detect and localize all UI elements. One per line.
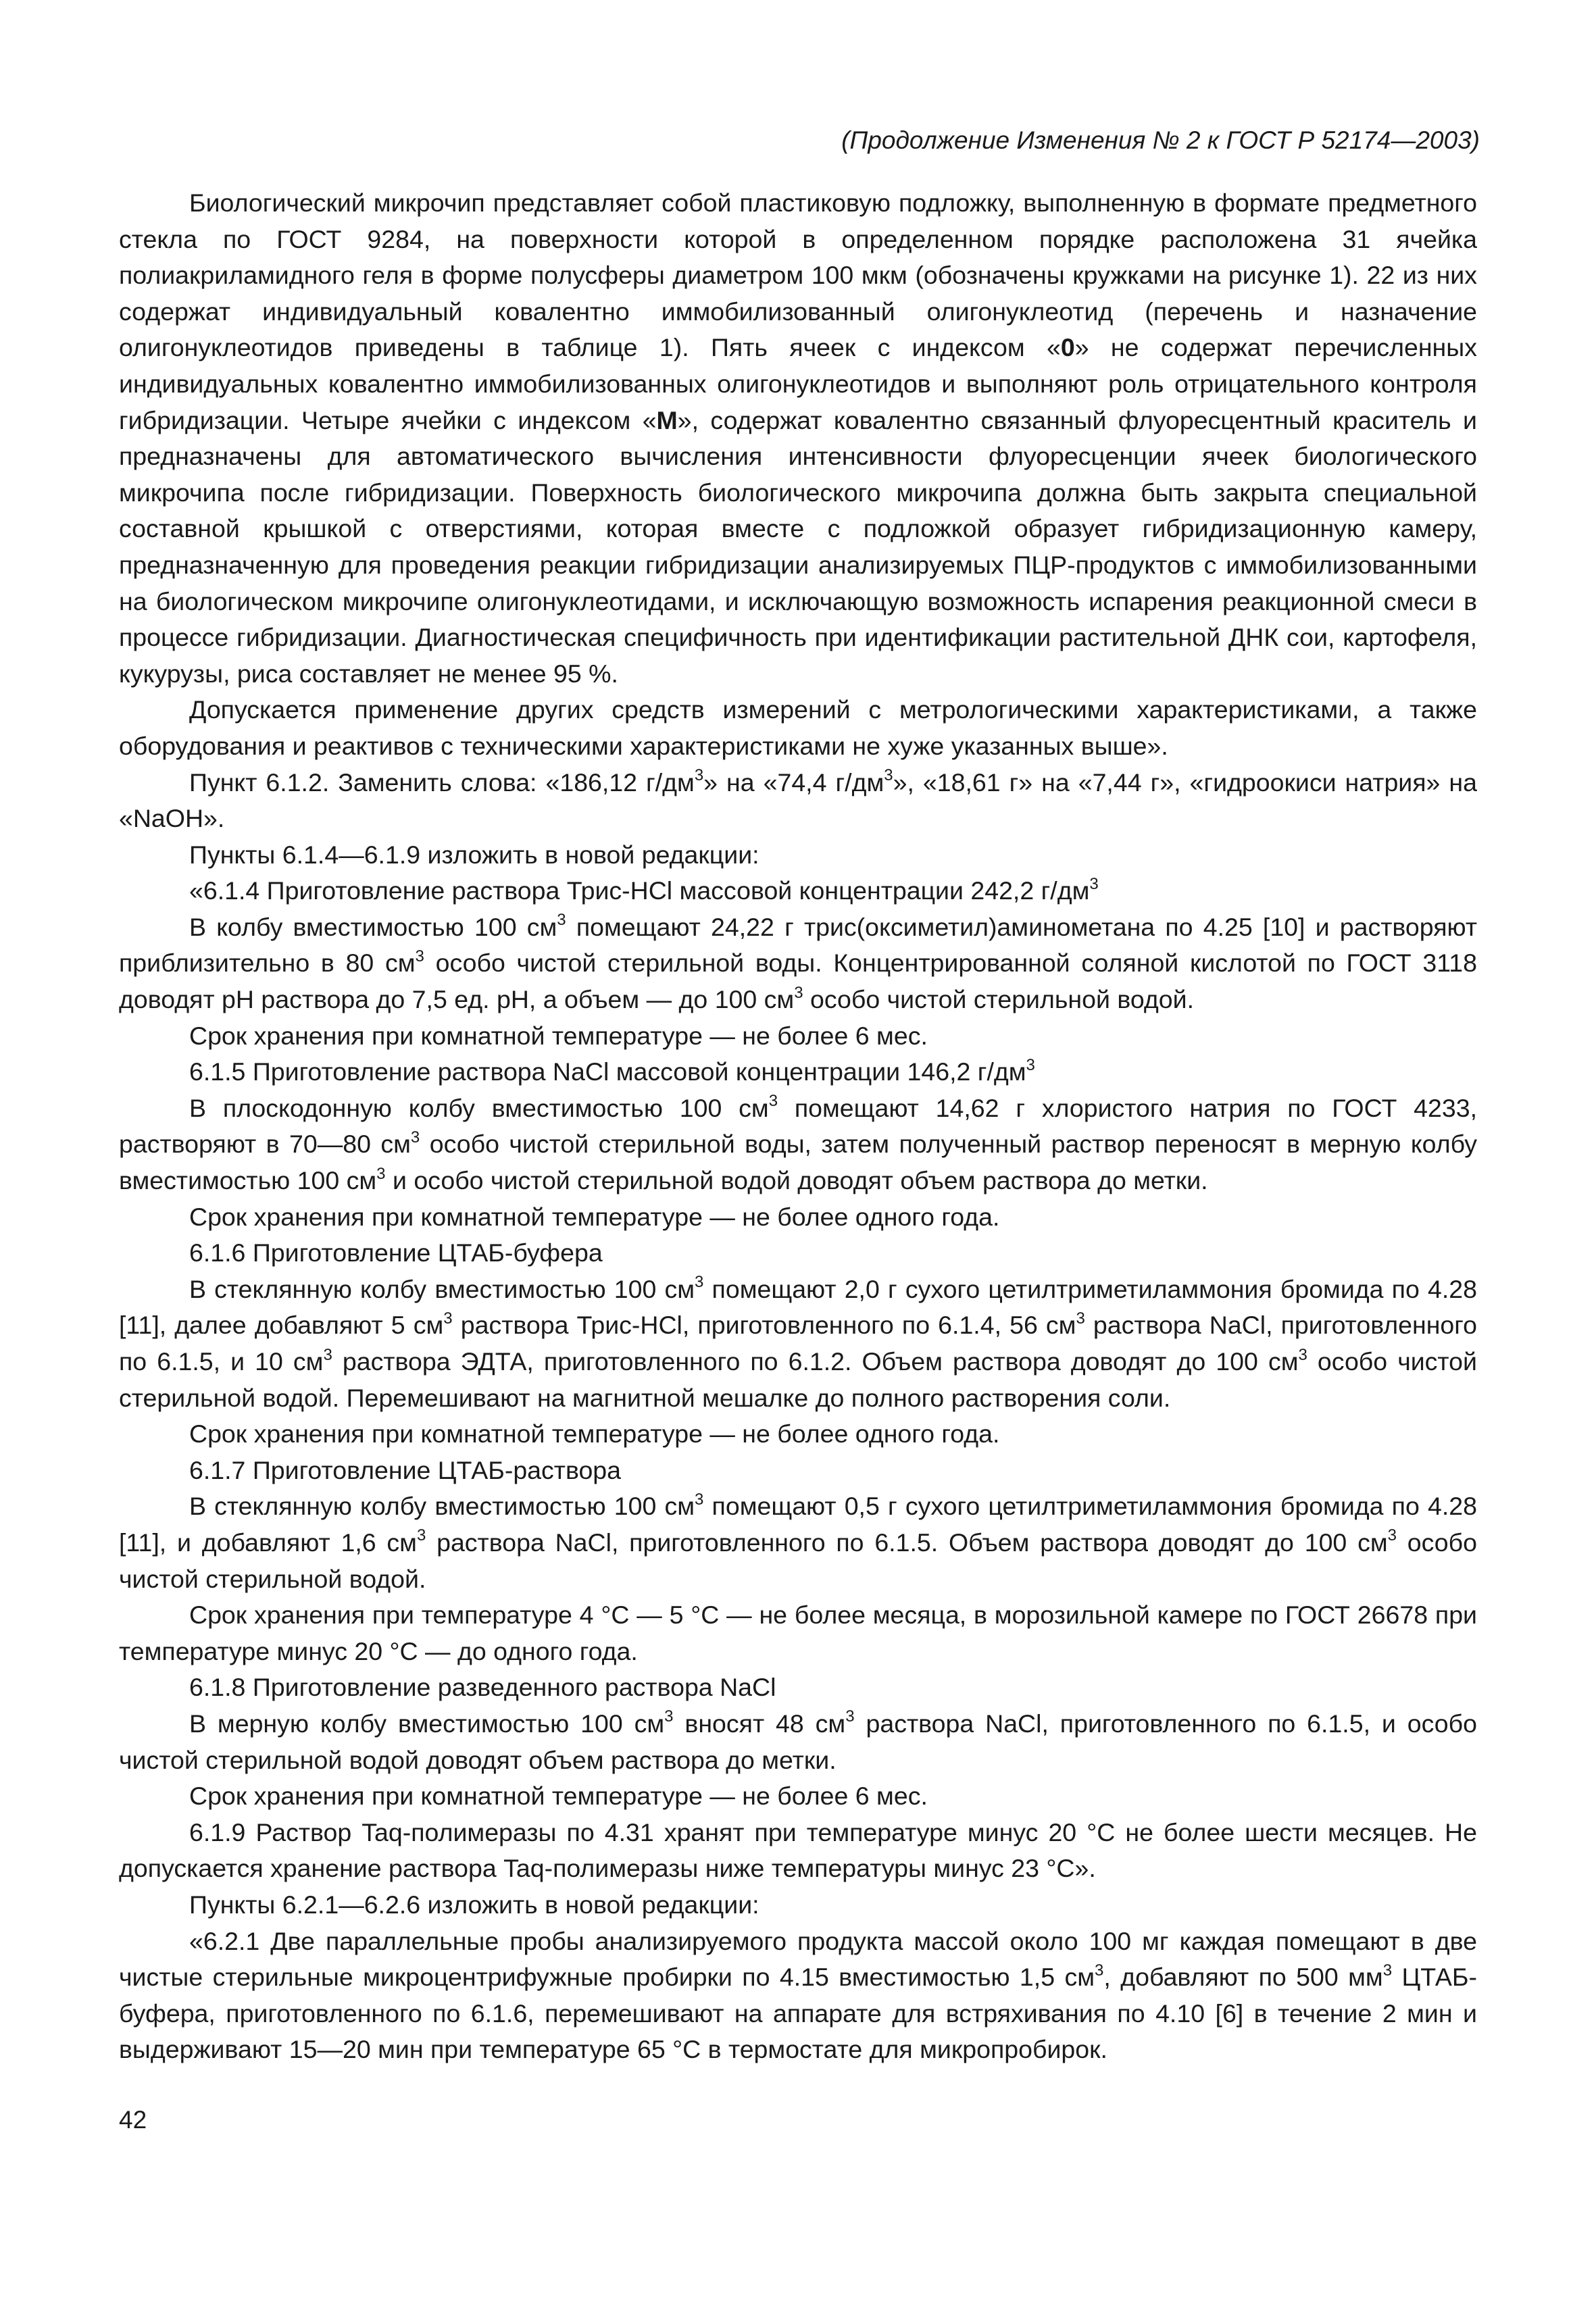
paragraph: В стеклянную колбу вместимостью 100 $см^3$ помещают 0,5 г сухого цетилтриметиламмония бромида по 4.28 [11], и добавляют 1,6 $см^3$ раствора NaCl, приготовленного по 6.1.5. Объем раствора доводят до 100 $см^3$ особо чистой стерильной водой. [119, 1490, 1477, 1593]
paragraph: В плоскодонную колбу вместимостью 100 $см^3$ помещают 14,62 г хлористого натрия по ГОСТ 4233, растворяют в 70—80 $см^3$ особо чистой стерильной воды, затем полученный раствор переносят в мерную колбу вместимостью 100 $см^3$ и особо чистой стерильной водой доводят объем раствора до метки. [119, 1092, 1478, 1195]
section-heading: «6.1.4 Приготовление раствора Трис-HCl массовой концентрации 242,2 $г/дм^3$ [189, 874, 1099, 905]
section-heading: 6.1.8 Приготовление разведенного раствора NaCl [189, 1673, 776, 1702]
paragraph: Срок хранения при комнатной температуре — не более 6 мес. [189, 1021, 928, 1050]
paragraph: В колбу вместимостью 100 $см^3$ помещают 24,22 г трис(оксиметил)аминометана по 4.25 [10] и растворяют приблизительно в 80 $см^3$ особо чистой стерильной воды. Концентрированной соляной кислотой по ГОСТ 3118 доводят pH раствора до 7,5 ед. pH, а объем — до 100 $см^3$ особо чистой стерильной водой. [119, 911, 1477, 1014]
paragraph: Пункты 6.2.1—6.2.6 изложить в новой редакции: [189, 1890, 759, 1919]
paragraph: В мерную колбу вместимостью 100 $см^3$ вносят 48 $см^3$ раствора NaCl, приготовленного по 6.1.5, и особо чистой стерильной водой доводят объем раствора до метки. [119, 1707, 1477, 1774]
paragraph: Срок хранения при температуре 4 °С — 5 °С — не более месяца, в морозильной камере по ГОСТ 26678 при температуре минус 20 °С — до одного года. [119, 1601, 1477, 1665]
paragraph: Срок хранения при комнатной температуре — не более одного года. [189, 1419, 1000, 1449]
paragraph: Пункты 6.1.4—6.1.9 изложить в новой редакции: [189, 840, 759, 869]
paragraph: Биологический микрочип представляет собой пластиковую подложку, выполненную в формате предметного стекла по ГОСТ 9284, на поверхности которой в определенном порядке расположена 31 ячейка полиакриламидного геля в форме полусферы диаметром 100 мкм (обозначены кружками на рисунке 1). 22 из них содержат индивидуальный ковалентно иммобилизованный олигонуклеотид (перечень и назначение олигонуклеотидов приведены в таблице 1). Пять ячеек с индексом «0» не содержат перечисленных индивидуальных ковалентно иммобилизованных олигонуклеотидов и выполняют роль отрицательного контроля гибридизации. Четыре ячейки с индексом «M», содержат ковалентно связанный флуоресцентный краситель и предназначены для автоматического вычисления интенсивности флуоресценции ячеек биологического микрочипа после гибридизации. Поверхность биологического микрочипа должна быть закрыта специальной составной крышкой с отверстиями, которая вместе с подложкой образует гибридизационную камеру, предназначенную для проведения реакции гибридизации анализируемых ПЦР-продуктов с иммобилизованными на биологическом микрочипе олигонуклеотидами, и исключающую возможность испарения реакционной смеси в процессе гибридизации. Диагностическая специфичность при идентификации растительной ДНК сои, картофеля, кукурузы, риса составляет не менее 95 %. [119, 188, 1478, 688]
paragraph: Допускается применение других средств измерений с метрологическими характеристиками, а также оборудования и реактивов с техническими характеристиками не хуже указанных выше». [119, 695, 1477, 760]
paragraph: Срок хранения при комнатной температуре — не более одного года. [189, 1202, 1000, 1231]
section-heading: 6.1.5 Приготовление раствора NaCl массовой концентрации 146,2 $г/дм^3$ [189, 1055, 1035, 1086]
paragraph: «6.2.1 Две параллельные пробы анализируемого продукта массой около 100 мг каждая помещают в две чистые стерильные микроцентрифужные пробирки по 4.15 вместимостью 1,5 $см^3$, добавляют по 500 $мм^3$ ЦТАБ-буфера, приготовленного по 6.1.6, перемешивают на аппарате для встряхивания по 4.10 [6] в течение 2 мин и выдерживают 15—20 мин при температуре 65 °С в термостате для микропробирок. [119, 1926, 1477, 2064]
paragraph: Пункт 6.1.2. Заменить слова: «186,12 $г/дм^3$» на «74,4 $г/дм^3$», «18,61 г» на «7,44 г», «гидроокиси натрия» на «NaOH». [119, 766, 1477, 833]
running-header: (Продолжение Изменения № 2 к ГОСТ Р 52174—2003) [841, 126, 1480, 154]
document-body [119, 185, 1477, 2068]
index-zero: 0 [1060, 333, 1075, 362]
paragraph: 6.1.9 Раствор Taq-полимеразы по 4.31 хранят при температуре минус 20 °С не более шести месяцев. Не допускается хранение раствора Taq-полимеразы ниже температуры минус 23 °С». [119, 1817, 1477, 1883]
index-m: M [656, 405, 678, 434]
page-number: 42 [119, 2106, 147, 2134]
paragraph: Срок хранения при комнатной температуре — не более 6 мес. [189, 1782, 928, 1811]
section-heading: 6.1.6 Приготовление ЦТАБ-буфера [189, 1238, 603, 1267]
paragraph: В стеклянную колбу вместимостью 100 $см^3$ помещают 2,0 г сухого цетилтриметиламмония бромида по 4.28 [11], далее добавляют 5 $см^3$ раствора Трис-HCl, приготовленного по 6.1.4, 56 $см^3$ раствора NaCl, приготовленного по 6.1.5, и 10 $см^3$ раствора ЭДТА, приготовленного по 6.1.2. Объем раствора доводят до 100 $см^3$ особо чистой стерильной водой. Перемешивают на магнитной мешалке до полного растворения соли. [119, 1273, 1477, 1412]
section-heading: 6.1.7 Приготовление ЦТАБ-раствора [189, 1455, 622, 1484]
